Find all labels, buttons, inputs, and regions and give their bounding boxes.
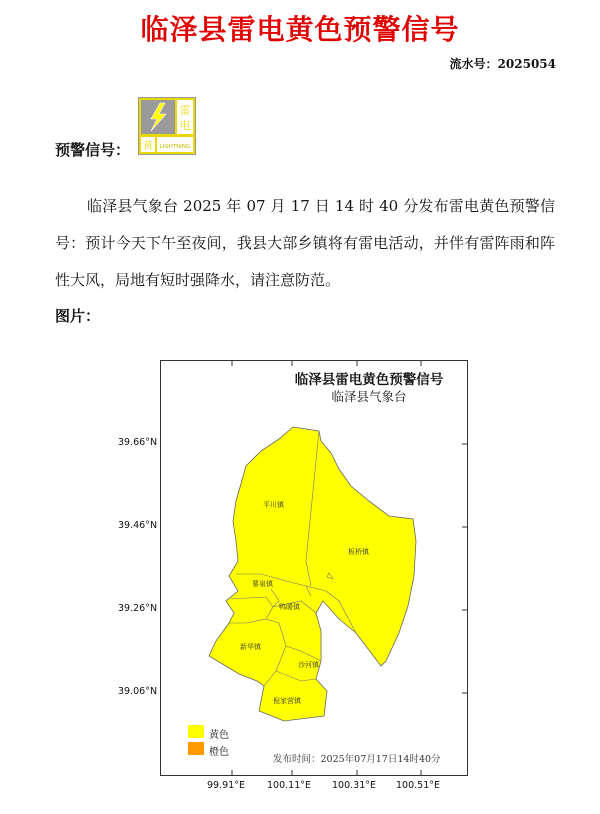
town-label-nijiaying: 倪家营镇 <box>273 697 301 705</box>
map-subtitle: 临泽县气象台 <box>331 389 407 404</box>
legend-swatch-orange <box>188 742 204 755</box>
page-title: 临泽县雷电黄色预警信号 <box>140 13 460 46</box>
warning-map <box>160 360 468 776</box>
legend-swatch-yellow <box>188 725 204 738</box>
warning-paragraph: 临泽县气象台 2025 年 07 月 17 日 14 时 40 分发布雷电黄色预警信号：预计今天下午至夜间，我县大部乡镇将有雷电活动，并伴有雷阵雨和阵性大风，局地有短时强降水，请注意防范。 <box>55 197 555 289</box>
town-label-shahe: 沙河镇 <box>298 661 319 669</box>
icon-english-label: LIGHTNING <box>159 144 191 150</box>
map-title: 临泽县雷电黄色预警信号 <box>294 372 444 388</box>
town-label-liaoquan: 蓼泉镇 <box>252 580 273 588</box>
lon-label-1: 99.91°E <box>207 780 245 791</box>
town-label-pingchuan: 平川镇 <box>263 501 284 509</box>
signal-label: 预警信号： <box>55 141 131 159</box>
icon-char-2: 电 <box>179 119 191 132</box>
icon-char-3: 黄 <box>143 141 153 152</box>
lat-label-1: 39.66°N <box>118 437 158 448</box>
release-time: 发布时间：2025年07月17日14时40分 <box>273 754 441 765</box>
icon-char-1: 雷 <box>179 104 191 117</box>
lat-label-2: 39.46°N <box>118 520 158 531</box>
county-map <box>161 361 467 775</box>
lon-label-3: 100.31°E <box>332 780 376 791</box>
lon-label-4: 100.51°E <box>396 780 440 791</box>
town-label-banqiao: 板桥镇 <box>348 548 369 556</box>
town-label-xinhua: 新华镇 <box>240 643 261 651</box>
lat-label-4: 39.06°N <box>118 686 158 697</box>
lat-label-3: 39.26°N <box>118 603 158 614</box>
legend-label-yellow: 黄色 <box>209 730 229 741</box>
lightning-yellow-warning-icon <box>138 97 196 155</box>
picture-label: 图片： <box>55 307 101 325</box>
lon-label-2: 100.11°E <box>267 780 311 791</box>
town-label-yanuan: 鸭暖镇 <box>279 603 300 611</box>
serial-number: 流水号：2025054 <box>449 57 556 71</box>
legend-label-orange: 橙色 <box>209 747 229 758</box>
